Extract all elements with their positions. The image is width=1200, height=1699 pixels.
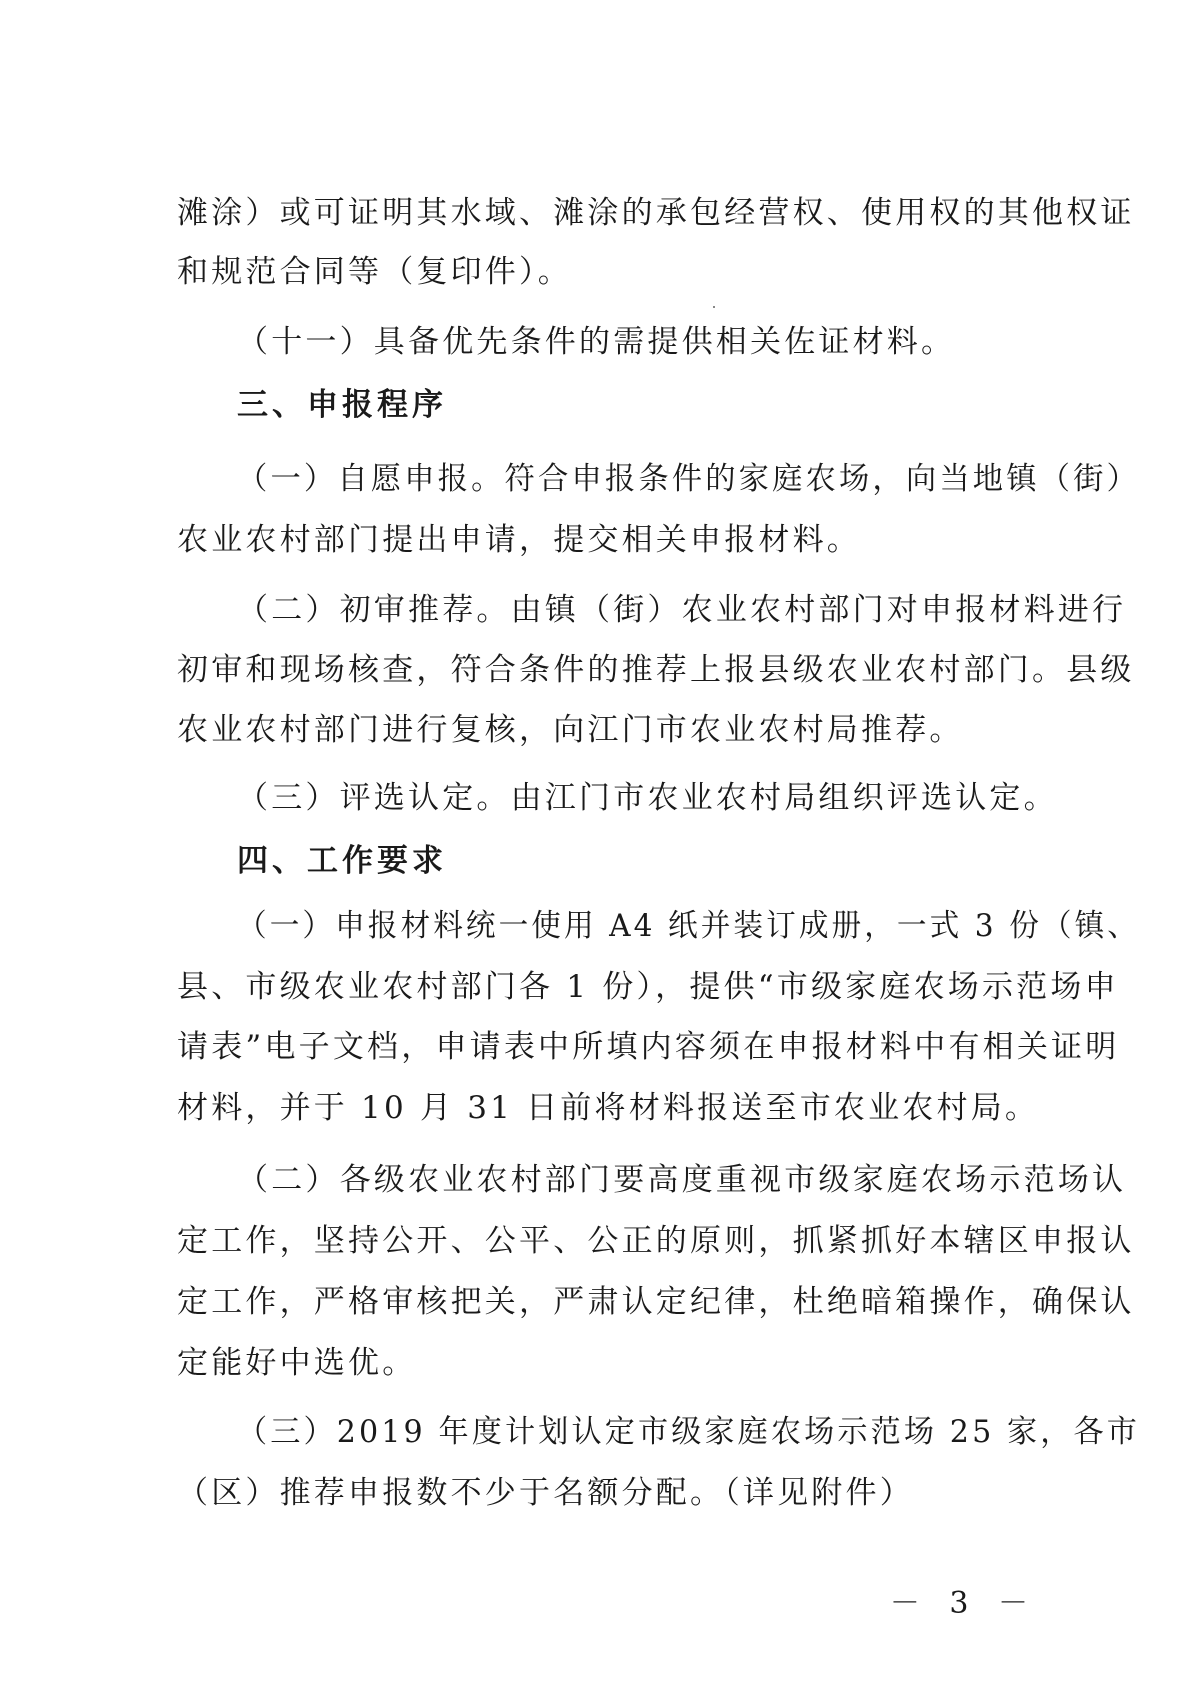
body-line: （三）评选认定。由江门市农业农村局组织评选认定。 [237,780,1058,816]
body-line: 定能好中选优。 [177,1345,417,1381]
body-line: （二）初审推荐。由镇（街）农业农村部门对申报材料进行 [237,592,1127,628]
section-heading: 三、申报程序 [237,387,447,423]
body-line: （一）自愿申报。符合申报条件的家庭农场，向当地镇（街） [237,461,1140,497]
body-line: 材料，并于 10 月 31 日前将材料报送至市农业农村局。 [177,1090,1040,1126]
section-heading: 四、工作要求 [237,843,447,879]
body-line: 定工作，严格审核把关，严肃认定纪律，杜绝暗箱操作，确保认 [177,1284,1135,1320]
body-line: （三）2019 年度计划认定市级家庭农场示范场 25 家，各市 [237,1414,1141,1450]
body-line: 滩涂）或可证明其水域、滩涂的承包经营权、使用权的其他权证 [177,195,1135,231]
body-line: （二）各级农业农村部门要高度重视市级家庭农场示范场认 [237,1162,1127,1198]
body-line: 和规范合同等（复印件）。 [177,254,572,290]
scan-speck [713,306,715,308]
body-line: （十一）具备优先条件的需提供相关佐证材料。 [237,324,956,360]
body-line: 请表”电子文档，申请表中所填内容须在申报材料中有相关证明 [177,1029,1120,1065]
body-line: 定工作，坚持公开、公平、公正的原则，抓紧抓好本辖区申报认 [177,1223,1135,1259]
body-line: 县、市级农业农村部门各 1 份），提供“市级家庭农场示范场申 [177,969,1119,1005]
body-line: （一）申报材料统一使用 A4 纸并装订成册，一式 3 份（镇、 [237,908,1140,944]
body-line: 初审和现场核查，符合条件的推荐上报县级农业农村部门。县级 [177,652,1135,688]
body-line: 农业农村部门进行复核，向江门市农业农村局推荐。 [177,712,964,748]
body-line: 农业农村部门提出申请，提交相关申报材料。 [177,522,861,558]
body-line: （区）推荐申报数不少于名额分配。（详见附件） [177,1475,914,1511]
page-number: － 3 － [889,1586,1038,1621]
